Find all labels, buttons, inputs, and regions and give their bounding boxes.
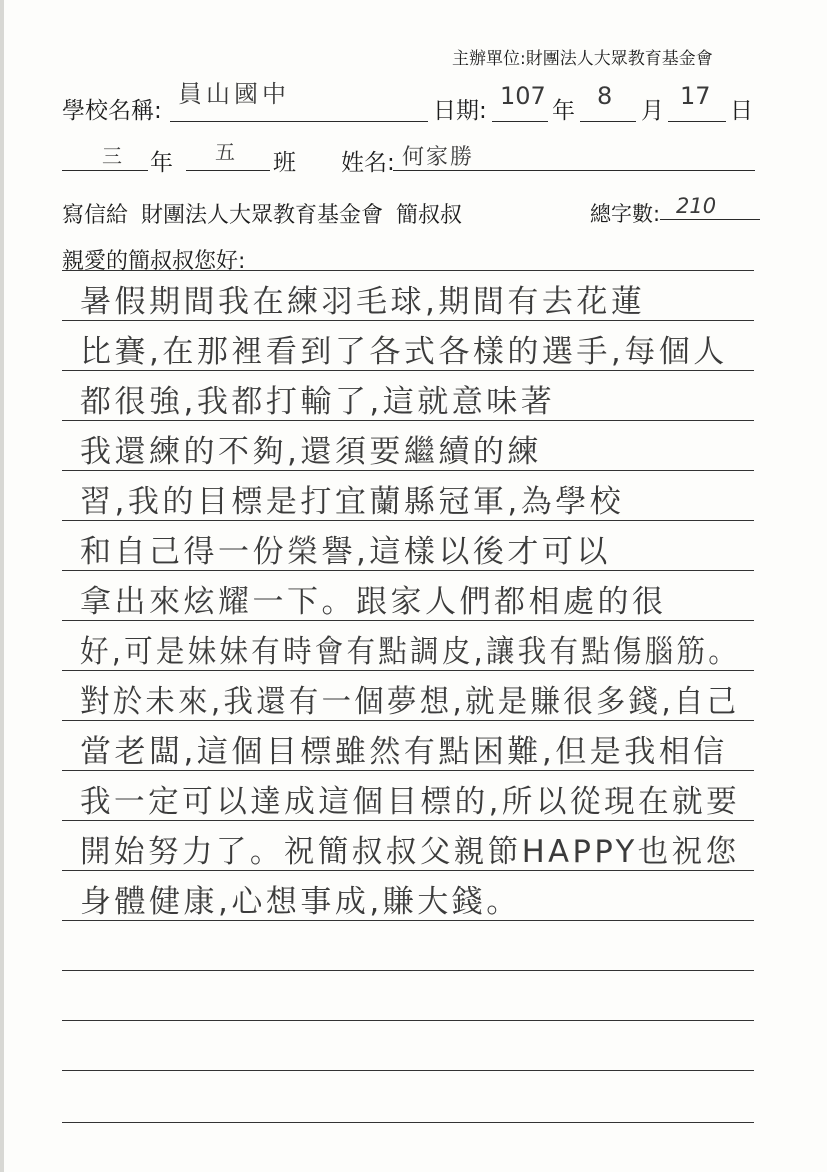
body-line-9: 對於未來,我還有一個夢想,就是賺很多錢,自己 bbox=[80, 684, 740, 720]
ruled-line bbox=[62, 670, 754, 671]
name-label: 姓名: bbox=[341, 150, 395, 176]
class-underline bbox=[186, 170, 270, 171]
organizer-header: 主辦單位:財團法人大眾教育基金會 bbox=[452, 49, 713, 69]
addressee-line: 寫信給 財團法人大眾教育基金會 簡叔叔 bbox=[62, 203, 462, 228]
ruled-line bbox=[62, 870, 754, 871]
body-line-8: 好,可是妹妹有時會有點調皮,讓我有點傷腦筋。 bbox=[80, 634, 741, 670]
body-line-3: 都很強,我都打輸了,這就意味著 bbox=[80, 384, 556, 420]
ruled-line bbox=[62, 470, 754, 471]
ruled-line bbox=[62, 820, 754, 821]
date-day-value: 17 bbox=[680, 82, 711, 110]
grade-unit: 年 bbox=[150, 150, 173, 176]
ruled-line bbox=[62, 1070, 754, 1071]
date-year-underline bbox=[492, 121, 548, 122]
greeting: 親愛的簡叔叔您好: bbox=[62, 249, 246, 274]
ruled-line bbox=[62, 320, 754, 321]
body-line-7: 拿出來炫耀一下。跟家人們都相處的很 bbox=[80, 584, 667, 620]
name-underline bbox=[393, 170, 755, 171]
body-line-6: 和自己得一份榮譽,這樣以後才可以 bbox=[80, 534, 611, 570]
ruled-line bbox=[62, 370, 754, 371]
name-value: 何家勝 bbox=[402, 145, 475, 170]
ruled-line bbox=[62, 520, 754, 521]
body-line-2: 比賽,在那裡看到了各式各樣的選手,每個人 bbox=[80, 334, 728, 370]
ruled-line bbox=[62, 420, 754, 421]
class-value: 五 bbox=[215, 140, 235, 164]
ruled-line bbox=[62, 1122, 754, 1123]
body-line-13: 身體健康,心想事成,賺大錢。 bbox=[80, 884, 521, 920]
word-count-label: 總字數: bbox=[590, 202, 661, 226]
body-line-10: 當老闆,這個目標雖然有點困難,但是我相信 bbox=[80, 734, 728, 770]
date-label: 日期: bbox=[433, 98, 487, 124]
class-unit: 班 bbox=[273, 150, 296, 176]
word-count-underline bbox=[660, 219, 760, 220]
body-line-4: 我還練的不夠,還須要繼續的練 bbox=[80, 434, 542, 470]
date-year-unit: 年 bbox=[552, 98, 575, 124]
ruled-line bbox=[62, 720, 754, 721]
body-line-5: 習,我的目標是打宜蘭縣冠軍,為學校 bbox=[80, 484, 625, 520]
date-month-value: 8 bbox=[597, 82, 613, 110]
school-label: 學校名稱: bbox=[62, 98, 162, 124]
date-month-underline bbox=[580, 121, 636, 122]
date-day-unit: 日 bbox=[730, 98, 753, 124]
school-value: 員山國中 bbox=[178, 80, 290, 108]
ruled-line bbox=[62, 1020, 754, 1021]
grade-underline bbox=[62, 170, 148, 171]
greeting-rule bbox=[62, 270, 754, 271]
body-line-12: 開始努力了。祝簡叔叔父親節HAPPY也祝您 bbox=[80, 834, 740, 870]
body-line-1: 暑假期間我在練羽毛球,期間有去花蓮 bbox=[80, 284, 646, 320]
scan-edge bbox=[0, 0, 4, 1172]
word-count-value: 210 bbox=[676, 194, 717, 218]
date-day-underline bbox=[668, 121, 726, 122]
date-month-unit: 月 bbox=[641, 98, 664, 124]
date-year-value: 107 bbox=[500, 82, 546, 110]
grade-value: 三 bbox=[102, 144, 122, 168]
ruled-line bbox=[62, 970, 754, 971]
ruled-line bbox=[62, 920, 754, 921]
ruled-line bbox=[62, 620, 754, 621]
ruled-line bbox=[62, 570, 754, 571]
body-line-11: 我一定可以達成這個目標的,所以從現在就要 bbox=[80, 784, 741, 820]
school-underline bbox=[170, 121, 428, 122]
ruled-line bbox=[62, 770, 754, 771]
